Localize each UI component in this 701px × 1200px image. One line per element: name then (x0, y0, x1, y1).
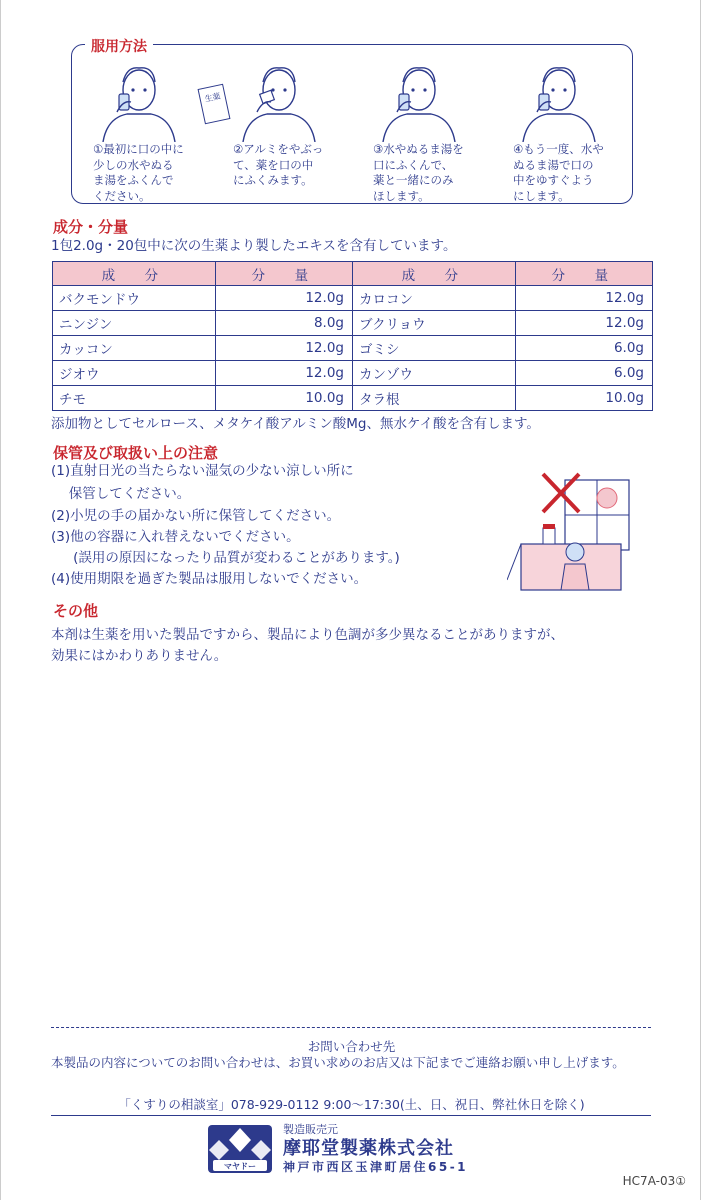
storage-note-3a: (3)他の容器に入れ替えないでください。 (51, 529, 300, 545)
maker-address: 神戸市西区玉津町居住65-1 (283, 1160, 469, 1174)
ingredient-amount: 12.0g (305, 290, 344, 306)
storage-note-1a: (1)直射日光の当たらない湿気の少ない涼しい所に (51, 463, 354, 479)
ingredient-amount: 6.0g (613, 340, 644, 356)
ingredient-name: ジオウ (53, 361, 216, 386)
ingredients-table (52, 261, 653, 411)
logo-text: マヤドー (224, 1162, 256, 1171)
other-text: 本剤は生薬を用いた製品ですから、製品により色調が多少異なることがありますが、 効果にはかわりありません。 (51, 627, 564, 664)
person-opening-packet-icon (233, 56, 323, 142)
header-amount: 分 量 (215, 262, 352, 286)
ingredient-name: カンゾウ (352, 361, 515, 386)
usage-step-1 (73, 56, 203, 201)
no-sunlight-storage-illustration (507, 460, 637, 610)
usage-step-text: ④もう一度、水や ぬるま湯で口の 中をゆすぐよう にします。 (513, 142, 604, 203)
ingredient-amount: 12.0g (305, 340, 344, 356)
maker-name: 摩耶堂製薬株式会社 (283, 1138, 454, 1159)
table-row (53, 386, 653, 411)
ingredient-name: カッコン (53, 336, 216, 361)
contact-text: 本製品の内容についてのお問い合わせは、お買い求めのお店又は下記までご連絡お願い申し上げます。 (51, 1055, 625, 1070)
storage-heading: 保管及び取扱い上の注意 (53, 444, 219, 462)
person-rinsing-icon (513, 56, 603, 142)
header-amount: 分 量 (515, 262, 652, 286)
ingredient-name: チモ (53, 386, 216, 411)
usage-step-4 (493, 56, 623, 201)
ingredient-amount: 8.0g (313, 315, 344, 331)
ingredient-name: タラ根 (352, 386, 515, 411)
ingredients-intro: 1包2.0g・20包中に次の生薬より製したエキスを含有しています。 (51, 238, 457, 254)
table-header-row (53, 262, 653, 286)
dashed-divider (51, 1027, 651, 1028)
ingredient-amount: 12.0g (605, 315, 644, 331)
table-row (53, 286, 653, 311)
ingredient-name: カロコン (352, 286, 515, 311)
usage-step-2 (213, 56, 343, 201)
ingredient-amount: 10.0g (305, 390, 344, 406)
other-heading: その他 (53, 602, 99, 620)
person-drinking-icon (93, 56, 183, 142)
ingredient-amount: 6.0g (613, 365, 644, 381)
ingredient-amount: 12.0g (305, 365, 344, 381)
contact-phone: 「くすりの相談室」078-929-0112 9:00～17:30(土、日、祝日、弊社休日を除く) (118, 1097, 585, 1112)
ingredient-amount: 10.0g (605, 390, 644, 406)
ingredient-amount: 12.0g (605, 290, 644, 306)
ingredient-name: ニンジン (53, 311, 216, 336)
header-ingredient: 成 分 (352, 262, 515, 286)
solid-divider (51, 1115, 651, 1116)
contact-title: お問い合わせ先 (307, 1039, 396, 1054)
header-ingredient: 成 分 (53, 262, 216, 286)
document-code: HC7A-03① (622, 1174, 686, 1188)
usage-title: 服用方法 (85, 36, 153, 56)
storage-note-1b: 保管してください。 (51, 486, 191, 502)
usage-step-text: ②アルミをやぶっ て、薬を口の中 にふくみます。 (233, 142, 324, 187)
ingredient-name: ブクリョウ (352, 311, 515, 336)
table-row (53, 361, 653, 386)
storage-note-2: (2)小児の手の届かない所に保管してください。 (51, 508, 341, 524)
storage-note-3b: (誤用の原因になったり品質が変わることがあります。) (51, 550, 400, 566)
ingredient-name: バクモンドウ (53, 286, 216, 311)
usage-step-text: ③水やぬるま湯を 口にふくんで、 薬と一緒にのみ ほします。 (373, 142, 464, 203)
medicine-packet-label: 生薬 (203, 91, 222, 104)
table-row (53, 336, 653, 361)
mayado-logo (207, 1124, 273, 1174)
storage-note-4: (4)使用期限を過ぎた製品は服用しないでください。 (51, 571, 368, 587)
maker-label: 製造販売元 (283, 1123, 338, 1136)
additives-text: 添加物としてセルロース、メタケイ酸アルミン酸Mg、無水ケイ酸を含有します。 (51, 416, 540, 432)
person-swallowing-icon (373, 56, 463, 142)
usage-step-text: ①最初に口の中に 少しの水やぬる ま湯をふくんで ください。 (93, 142, 184, 203)
table-row (53, 311, 653, 336)
ingredients-heading: 成分・分量 (53, 218, 129, 236)
usage-step-3 (353, 56, 483, 201)
ingredient-name: ゴミシ (352, 336, 515, 361)
